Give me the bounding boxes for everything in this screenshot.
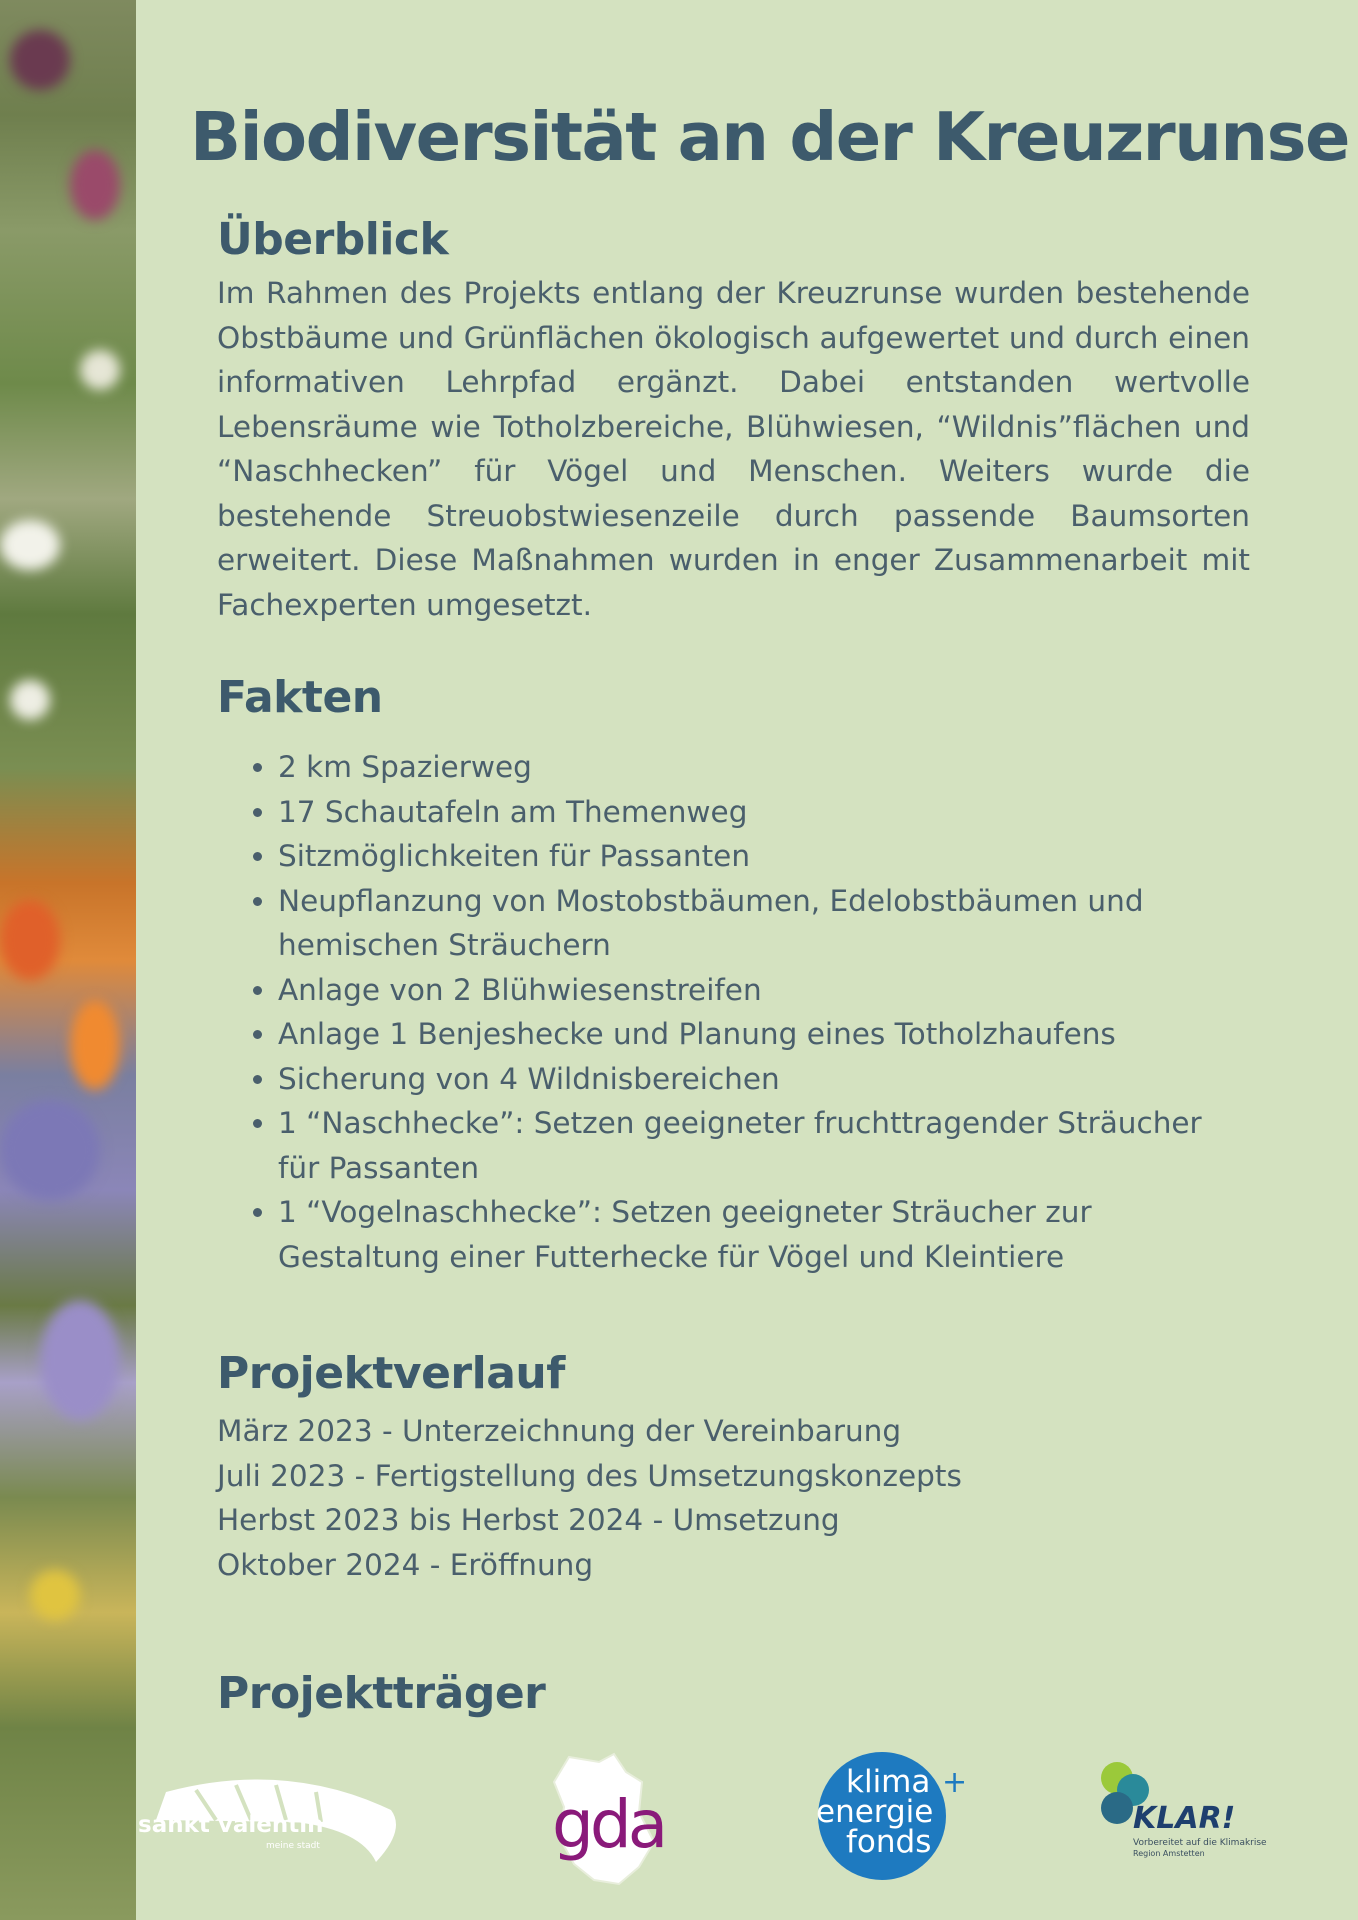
klar-name: KLAR! [1133,1801,1236,1836]
overview-text: Im Rahmen des Projekts entlang der Kreuzrunse wurden bestehende Obstbäume und Grünflächen ökologisch aufgewertet und durch einen informativen Lehrpfad ergänzt. Dabei entstanden wertvolle Lebensräume wie Totholzbereiche, Blühwiesen, “Wildnis”flächen und “Naschhecken” für Vögel und Menschen. Weiters wurde die bestehende Streuobstwiesenzeile durch passende Baumsorten erweitert. Diese Maßnahmen wurden in enger Zusammenarbeit mit Fachexperten umgesetzt. [217,276,1250,622]
klar-logo [1099,1760,1299,1880]
klima-energie-fonds-logo [816,1750,986,1885]
sponsor-logos [136,1740,1358,1890]
timeline-heading: Projektverlauf [217,1348,565,1399]
sponsors-heading: Projektträger [217,1668,546,1719]
flower-photo-strip [0,0,136,1920]
sponsors-section [217,1668,1250,1719]
timeline-item: Herbst 2023 bis Herbst 2024 - Umsetzung [217,1503,840,1537]
list-item: • 17 Schautafeln am Themenweg [278,790,1250,835]
content-area [136,0,1358,1920]
sankt-valentin-logo [136,1770,401,1870]
sankt-valentin-name: sankt valentin [138,1812,324,1838]
list-item: • Sitzmöglichkeiten für Passanten [278,834,1250,879]
gda-name: gda [552,1786,664,1863]
list-item: • 2 km Spazierweg [278,745,1250,790]
page-title: Biodiversität an der Kreuzrunse [190,98,1349,176]
facts-section [217,672,1250,1279]
sankt-valentin-tagline: meine stadt [266,1841,320,1851]
list-item: • Anlage 1 Benjeshecke und Planung eines Totholzhaufens [278,1012,1250,1057]
list-item: • Neupflanzung von Mostobstbäumen, Edelobstbäumen und hemischen Sträuchern [278,879,1250,968]
timeline-item: Oktober 2024 - Eröffnung [217,1547,594,1582]
klar-line2: Region Amstetten [1133,1849,1205,1858]
list-item: • Sicherung von 4 Wildnisbereichen [278,1057,1250,1102]
timeline-list [217,1409,1250,1587]
klar-line1: Vorbereitet auf die Klimakrise [1133,1838,1267,1848]
facts-heading: Fakten [217,672,383,723]
list-item: • 1 “Naschhecke”: Setzen geeigneter fruchttragender Sträucher für Passanten [278,1101,1250,1190]
klima-plus: + [942,1765,968,1800]
list-item: • 1 “Vogelnaschhecke”: Setzen geeigneter Sträucher zur Gestaltung einer Futterhecke für Vögel und Kleintiere [278,1190,1250,1279]
timeline-item: Juli 2023 - Fertigstellung des Umsetzungskonzepts [217,1458,962,1493]
klima-line2: energie [816,1794,934,1830]
klima-line1: klima [846,1764,931,1800]
timeline-item: März 2023 - Unterzeichnung der Vereinbarung [217,1414,902,1448]
timeline-section [217,1348,1250,1587]
overview-section [217,214,1250,627]
overview-heading: Überblick [217,214,449,265]
facts-list [217,745,1250,1279]
list-item: • Anlage von 2 Blühwiesenstreifen [278,968,1250,1013]
klima-line3: fonds [846,1824,932,1860]
gda-logo [544,1752,664,1887]
